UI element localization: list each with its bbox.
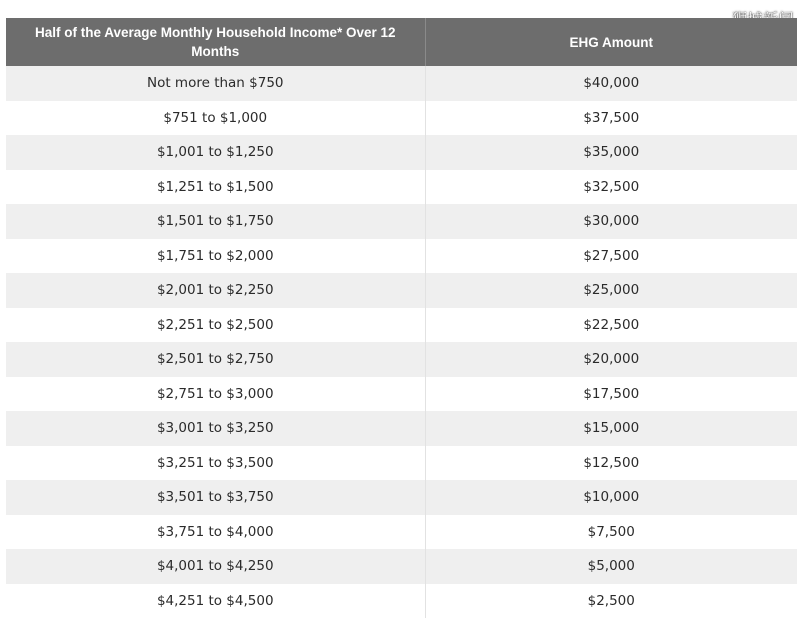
table-row — [6, 549, 797, 584]
table-row — [6, 170, 797, 205]
amount-cell: $12,500 — [425, 446, 797, 481]
header-row — [6, 18, 797, 66]
table-body — [6, 66, 797, 618]
income-cell: $2,251 to $2,500 — [6, 308, 425, 343]
header-amount: EHG Amount — [425, 18, 797, 66]
income-cell: $3,501 to $3,750 — [6, 480, 425, 515]
income-cell: $2,001 to $2,250 — [6, 273, 425, 308]
income-cell: $1,251 to $1,500 — [6, 170, 425, 205]
amount-cell: $32,500 — [425, 170, 797, 205]
amount-cell: $22,500 — [425, 308, 797, 343]
income-cell: $4,251 to $4,500 — [6, 584, 425, 619]
table-row — [6, 239, 797, 274]
income-cell: $3,751 to $4,000 — [6, 515, 425, 550]
income-cell: $1,501 to $1,750 — [6, 204, 425, 239]
amount-cell: $27,500 — [425, 239, 797, 274]
ehg-table — [6, 18, 797, 618]
table-row — [6, 377, 797, 412]
table-row — [6, 66, 797, 101]
income-cell: $3,251 to $3,500 — [6, 446, 425, 481]
table-row — [6, 411, 797, 446]
table-row — [6, 273, 797, 308]
income-cell: $4,001 to $4,250 — [6, 549, 425, 584]
income-cell: $2,501 to $2,750 — [6, 342, 425, 377]
amount-cell: $5,000 — [425, 549, 797, 584]
income-cell: Not more than $750 — [6, 66, 425, 101]
amount-cell: $2,500 — [425, 584, 797, 619]
table-row — [6, 342, 797, 377]
income-cell: $3,001 to $3,250 — [6, 411, 425, 446]
table-row — [6, 584, 797, 619]
amount-cell: $7,500 — [425, 515, 797, 550]
income-cell: $1,001 to $1,250 — [6, 135, 425, 170]
income-cell: $751 to $1,000 — [6, 101, 425, 136]
amount-cell: $17,500 — [425, 377, 797, 412]
amount-cell: $37,500 — [425, 101, 797, 136]
amount-cell: $25,000 — [425, 273, 797, 308]
table-row — [6, 204, 797, 239]
header-income: Half of the Average Monthly Household Income* Over 12 Months — [6, 18, 425, 66]
amount-cell: $40,000 — [425, 66, 797, 101]
income-cell: $2,751 to $3,000 — [6, 377, 425, 412]
table-row — [6, 515, 797, 550]
amount-cell: $10,000 — [425, 480, 797, 515]
table-row — [6, 480, 797, 515]
amount-cell: $15,000 — [425, 411, 797, 446]
table-row — [6, 446, 797, 481]
table-row — [6, 308, 797, 343]
table-row — [6, 101, 797, 136]
amount-cell: $30,000 — [425, 204, 797, 239]
table-row — [6, 135, 797, 170]
table-header — [6, 18, 797, 66]
amount-cell: $20,000 — [425, 342, 797, 377]
top-strip — [0, 0, 800, 18]
amount-cell: $35,000 — [425, 135, 797, 170]
income-cell: $1,751 to $2,000 — [6, 239, 425, 274]
